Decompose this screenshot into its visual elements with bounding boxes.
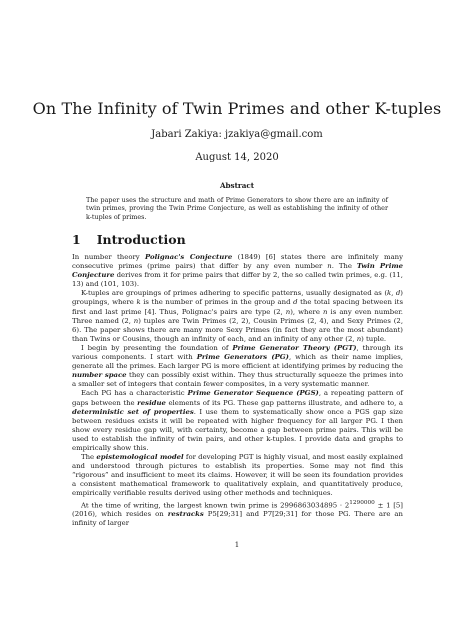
text-run: Each PG has a characteristic (81, 389, 188, 398)
paragraph (72, 344, 403, 389)
text-run: derives from it for prime pairs that differ by 2, the so called twin primes, e.g. (11, 13) and (101, 103). (72, 271, 403, 289)
emphasis-term: epistemological model (96, 453, 184, 462)
emphasis-term: Polignac's Conjecture (145, 253, 233, 261)
abstract-text: The paper uses the structure and math of Prime Generators to show there are an infinity of twin primes, proving the Twin Prime Conjecture, as well as establishing the infinity of other k-tuples of primes. (86, 196, 388, 221)
author-line: Jabari Zakiya: jzakiya@gmail.com (151, 129, 323, 140)
emphasis-term: number space (72, 371, 127, 380)
math-variable: k, d (387, 289, 401, 298)
text-run: ) groupings, where (72, 289, 403, 307)
text-run: I begin by presenting the foundation of (81, 343, 233, 352)
emphasis-term: restracks (167, 509, 204, 518)
emphasis-term: Prime Generators (PG) (196, 353, 289, 362)
paper-title: On The Infinity of Twin Primes and other K-tuples (32, 99, 442, 118)
math-variable: n (327, 262, 332, 271)
section-title: Introduction (96, 232, 186, 247)
emphasis-term: Prime Generator Sequence (PGS) (187, 389, 319, 398)
text-run: The (81, 453, 97, 462)
paragraph (72, 389, 403, 453)
math-variable: d (293, 298, 298, 307)
section-number: 1 (72, 232, 81, 247)
emphasis-term: deterministic set of properties (72, 407, 194, 416)
math-variable: k (136, 298, 141, 307)
text-run: , through its various components. I start with (72, 343, 403, 362)
text-run: (1849) [6] states there are infinitely many consecutive primes (prime pairs) that differ by any even number (72, 253, 404, 271)
emphasis-term: Twin Prime Conjecture (72, 262, 403, 280)
text-run: , which as their name implies, generate all the primes. Each larger PG is more efficient at identifying primes by reducing the (72, 353, 403, 371)
text-run: ) tuple. (361, 334, 387, 343)
text-run: ), where (290, 307, 323, 316)
text-run: . The (331, 262, 357, 271)
math-variable: n (285, 307, 291, 316)
math-variable: n (133, 316, 139, 325)
text-run: In number theory (72, 253, 145, 261)
abstract-heading: Abstract (219, 181, 255, 190)
paragraph (72, 499, 403, 529)
text-run: is any even number. Three named (2, (72, 307, 403, 325)
math-variable: n (323, 307, 328, 316)
math-variable: n (356, 334, 362, 343)
text-run: they can possibly exist within. They thus structurally squeeze the primes into a smaller set of integers that contain fewer composites, in a very systematic manner. (72, 371, 403, 389)
text-run: the total spacing between its first and last prime [4]. Thus, Polignac's pairs are type (2, (72, 298, 403, 316)
text-run: . I use them to systematically show once a PGS gap size between residues exists it will be repeated with higher frequency for all larger PG. I then show every residue gap will, with certainty, become a gap between prime pairs. This will be used to establish the infinity of twin pairs, and other k-tuples. I provide data and graphs to empirically show this. (72, 407, 403, 452)
text-run: , a repeating pattern of gaps between the (72, 389, 403, 407)
text-run: for developing PGT is highly visual, and most easily explained and understood through pictures to establish its properties. Some may not find this “rigorous” and insufficient to meet its claims. However, it will be seen its foundation provides a consistent mathematical framework to qualitatively explain, and quantitatively produce, empirically verifiable results derived using other methods and techniques. (72, 453, 404, 498)
text-run: At the time of writing, the largest known twin prime is 2996863034895 · 2 (81, 500, 350, 509)
page-number: 1 (234, 541, 240, 549)
paragraph (72, 253, 403, 289)
exponent: 1290000 (349, 499, 375, 506)
text-run: P5[29;31] and P7[29;31] for those PG. There are an infinity of larger (72, 509, 403, 528)
text-run: is the number of primes in the group and (140, 298, 294, 307)
paragraph (72, 289, 403, 344)
text-run: ) tuples are Twin Primes (2, 2), Cousin Primes (2, 4), and Sexy Primes (2, 6). The paper shows there are many more Sexy Primes (in fact they are the most abundant) than Twins or Cousins, though an infinity of each, and an infinity of any other (2, (72, 316, 404, 343)
text-run: elements of its PG. These gap patterns illustrate, and adhere to, a (165, 398, 403, 407)
text-run: ± 1 [5] (2016), which resides on (72, 500, 403, 518)
emphasis-term: Prime Generator Theory (PGT) (232, 343, 357, 352)
emphasis-term: residue (137, 398, 166, 407)
paragraph (72, 453, 403, 498)
paper-date: August 14, 2020 (195, 152, 279, 163)
section-heading (72, 232, 186, 247)
introduction-body (72, 253, 403, 528)
text-run: K-tuples are groupings of primes adhering to specific patterns, usually designated as ( (81, 289, 388, 298)
